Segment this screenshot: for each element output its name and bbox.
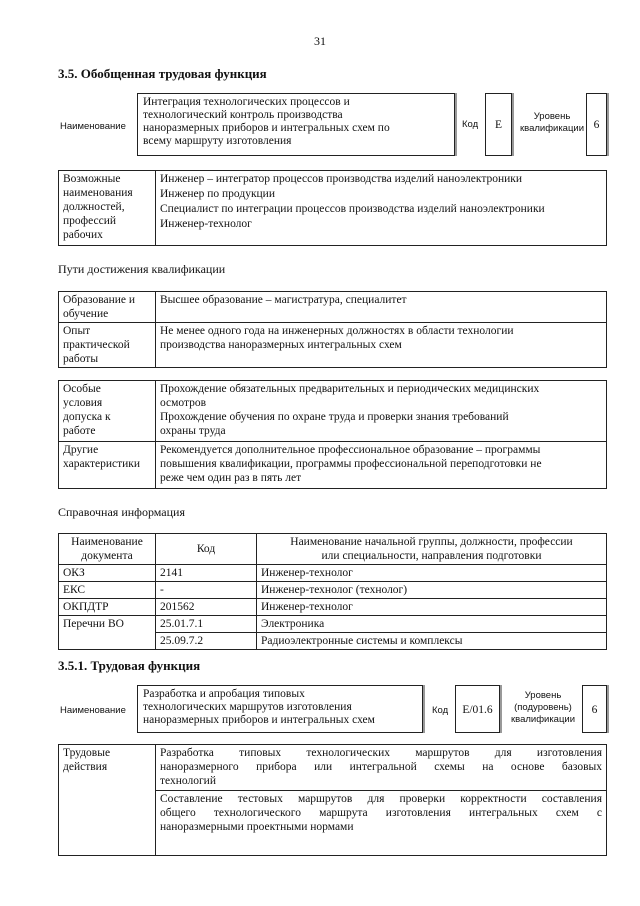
code-label: Код (432, 705, 449, 716)
table-row (59, 616, 607, 633)
value-line: Рекомендуется дополнительное профессиональное образование – программы (160, 444, 541, 456)
row-doc: Перечни ВО (59, 616, 156, 650)
label-line: рабочих (63, 229, 103, 241)
action-line: наноразмерными проектными нормами (160, 821, 354, 833)
level-label-line: квалификации (519, 123, 585, 134)
positions-label (59, 171, 156, 246)
page-number: 31 (314, 34, 326, 48)
code-label: Код (462, 119, 479, 130)
action-item (156, 790, 606, 834)
label-line: Опыт (63, 325, 91, 337)
value-line: реже чем один раз в пять лет (160, 472, 302, 484)
row-name: Инженер-технолог (257, 599, 607, 616)
row-code: 2141 (156, 565, 257, 582)
reference-title: Справочная информация (58, 505, 185, 519)
row-code: 25.09.7.2 (156, 633, 257, 650)
label-line: допуска к (63, 411, 111, 423)
header-doc (59, 534, 156, 565)
reference-table (58, 533, 607, 650)
value-line: Прохождение обязательных предварительных и периодических медицинских (160, 383, 540, 395)
admission-value (156, 381, 607, 442)
section-heading: 3.5. Обобщенная трудовая функция (58, 66, 267, 81)
row-name: Радиоэлектронные системы и комплексы (257, 633, 607, 650)
actions-label (59, 745, 156, 856)
education-label (59, 292, 156, 323)
row-doc: ОКПДТР (59, 599, 156, 616)
name-line: технологических маршрутов изготовления (143, 701, 352, 713)
experience-value (156, 323, 607, 368)
labor-function-name (137, 685, 423, 733)
row-code: 25.01.7.1 (156, 616, 257, 633)
level-value: 6 (582, 685, 607, 733)
paths-table (58, 291, 607, 368)
row-doc: ЕКС (59, 582, 156, 599)
label-line: Другие (63, 444, 99, 456)
level-value: 6 (586, 93, 607, 156)
row-doc: ОКЗ (59, 565, 156, 582)
label-line: Особые (63, 383, 101, 395)
code-value: E (485, 93, 512, 156)
action-item (160, 746, 602, 788)
name-line: всему маршруту изготовления (143, 135, 292, 147)
label-line: наименования (63, 187, 133, 199)
name-label: Наименование (60, 121, 126, 132)
position-item: Инженер по продукции (160, 188, 275, 200)
paths-title: Пути достижения квалификации (58, 262, 226, 276)
label-line: Образование и (63, 294, 136, 306)
label-line: должностей, (63, 201, 125, 213)
level-label (503, 690, 583, 726)
header-line: или специальности, направления подготовки (321, 550, 542, 562)
value-line: Высшее образование – магистратура, специалитет (160, 294, 407, 306)
level-label-line: квалификации (510, 714, 576, 725)
subsection-heading: 3.5.1. Трудовая функция (58, 658, 201, 673)
position-item: Инженер-технолог (160, 218, 252, 230)
header-line: Наименование начальной группы, должности, профессии (290, 536, 573, 548)
name-line: Интеграция технологических процессов и (143, 96, 350, 108)
name-line: Разработка и апробация типовых (143, 688, 305, 700)
label-line: практической (63, 339, 130, 351)
value-line: Прохождение обучения по охране труда и проверки знания требований (160, 411, 509, 423)
name-label: Наименование (60, 705, 126, 716)
action-line: общего технологического маршрута изготовления интегральных схем с (160, 807, 602, 819)
level-label (514, 111, 590, 135)
other-label (59, 442, 156, 489)
name-line: наноразмерных приборов и интегральных схем по (143, 122, 390, 134)
header-code: Код (156, 534, 257, 565)
label-line: работе (63, 425, 96, 437)
value-line: производства наноразмерных интегральных схем (160, 339, 402, 351)
label-line: действия (63, 761, 108, 773)
action-line: Разработка типовых технологических маршрутов для изготовления (160, 747, 602, 759)
table-row (59, 582, 607, 599)
actions-table (58, 744, 607, 856)
actions-list (156, 745, 607, 856)
position-item: Инженер – интегратор процессов производства изделий наноэлектроники (160, 173, 523, 185)
generalized-function-name (137, 93, 455, 156)
label-line: работы (63, 353, 99, 365)
experience-label (59, 323, 156, 368)
row-name: Инженер-технолог (257, 565, 607, 582)
row-code: - (156, 582, 257, 599)
position-item: Специалист по интеграции процессов производства изделий наноэлектроники (160, 203, 545, 215)
level-label-line: Уровень (533, 111, 571, 122)
code-value: E/01.6 (455, 685, 500, 733)
table-row (59, 565, 607, 582)
label-line: Трудовые (63, 747, 111, 759)
name-line: наноразмерных приборов и интегральных схем (143, 714, 375, 726)
row-name: Инженер-технолог (технолог) (257, 582, 607, 599)
positions-table (58, 170, 607, 246)
table-row (59, 599, 607, 616)
label-line: Возможные (63, 173, 121, 185)
label-line: профессий (63, 215, 117, 227)
action-line: Составление тестовых маршрутов для проверки корректности составления (160, 793, 602, 805)
action-line: наноразмерного прибора или интегральной схемы на основе базовых (160, 761, 602, 773)
positions-list (156, 171, 607, 246)
row-name: Электроника (257, 616, 607, 633)
value-line: Не менее одного года на инженерных должностях в области технологии (160, 325, 514, 337)
header-line: Наименование (71, 536, 143, 548)
value-line: охраны труда (160, 425, 226, 437)
header-line: документа (81, 550, 133, 562)
other-value (156, 442, 607, 489)
row-code: 201562 (156, 599, 257, 616)
label-line: условия (63, 397, 103, 409)
label-line: обучение (63, 308, 109, 320)
admission-label (59, 381, 156, 442)
value-line: осмотров (160, 397, 207, 409)
label-line: характеристики (63, 458, 141, 470)
education-value (156, 292, 607, 323)
conditions-table (58, 380, 607, 489)
level-label-line: (подуровень) (514, 702, 572, 713)
name-line: технологический контроль производства (143, 109, 343, 121)
value-line: повышения квалификации, программы профессиональной переподготовки не (160, 458, 542, 470)
action-line: технологий (160, 775, 216, 787)
level-label-line: Уровень (524, 690, 562, 701)
header-name (257, 534, 607, 565)
